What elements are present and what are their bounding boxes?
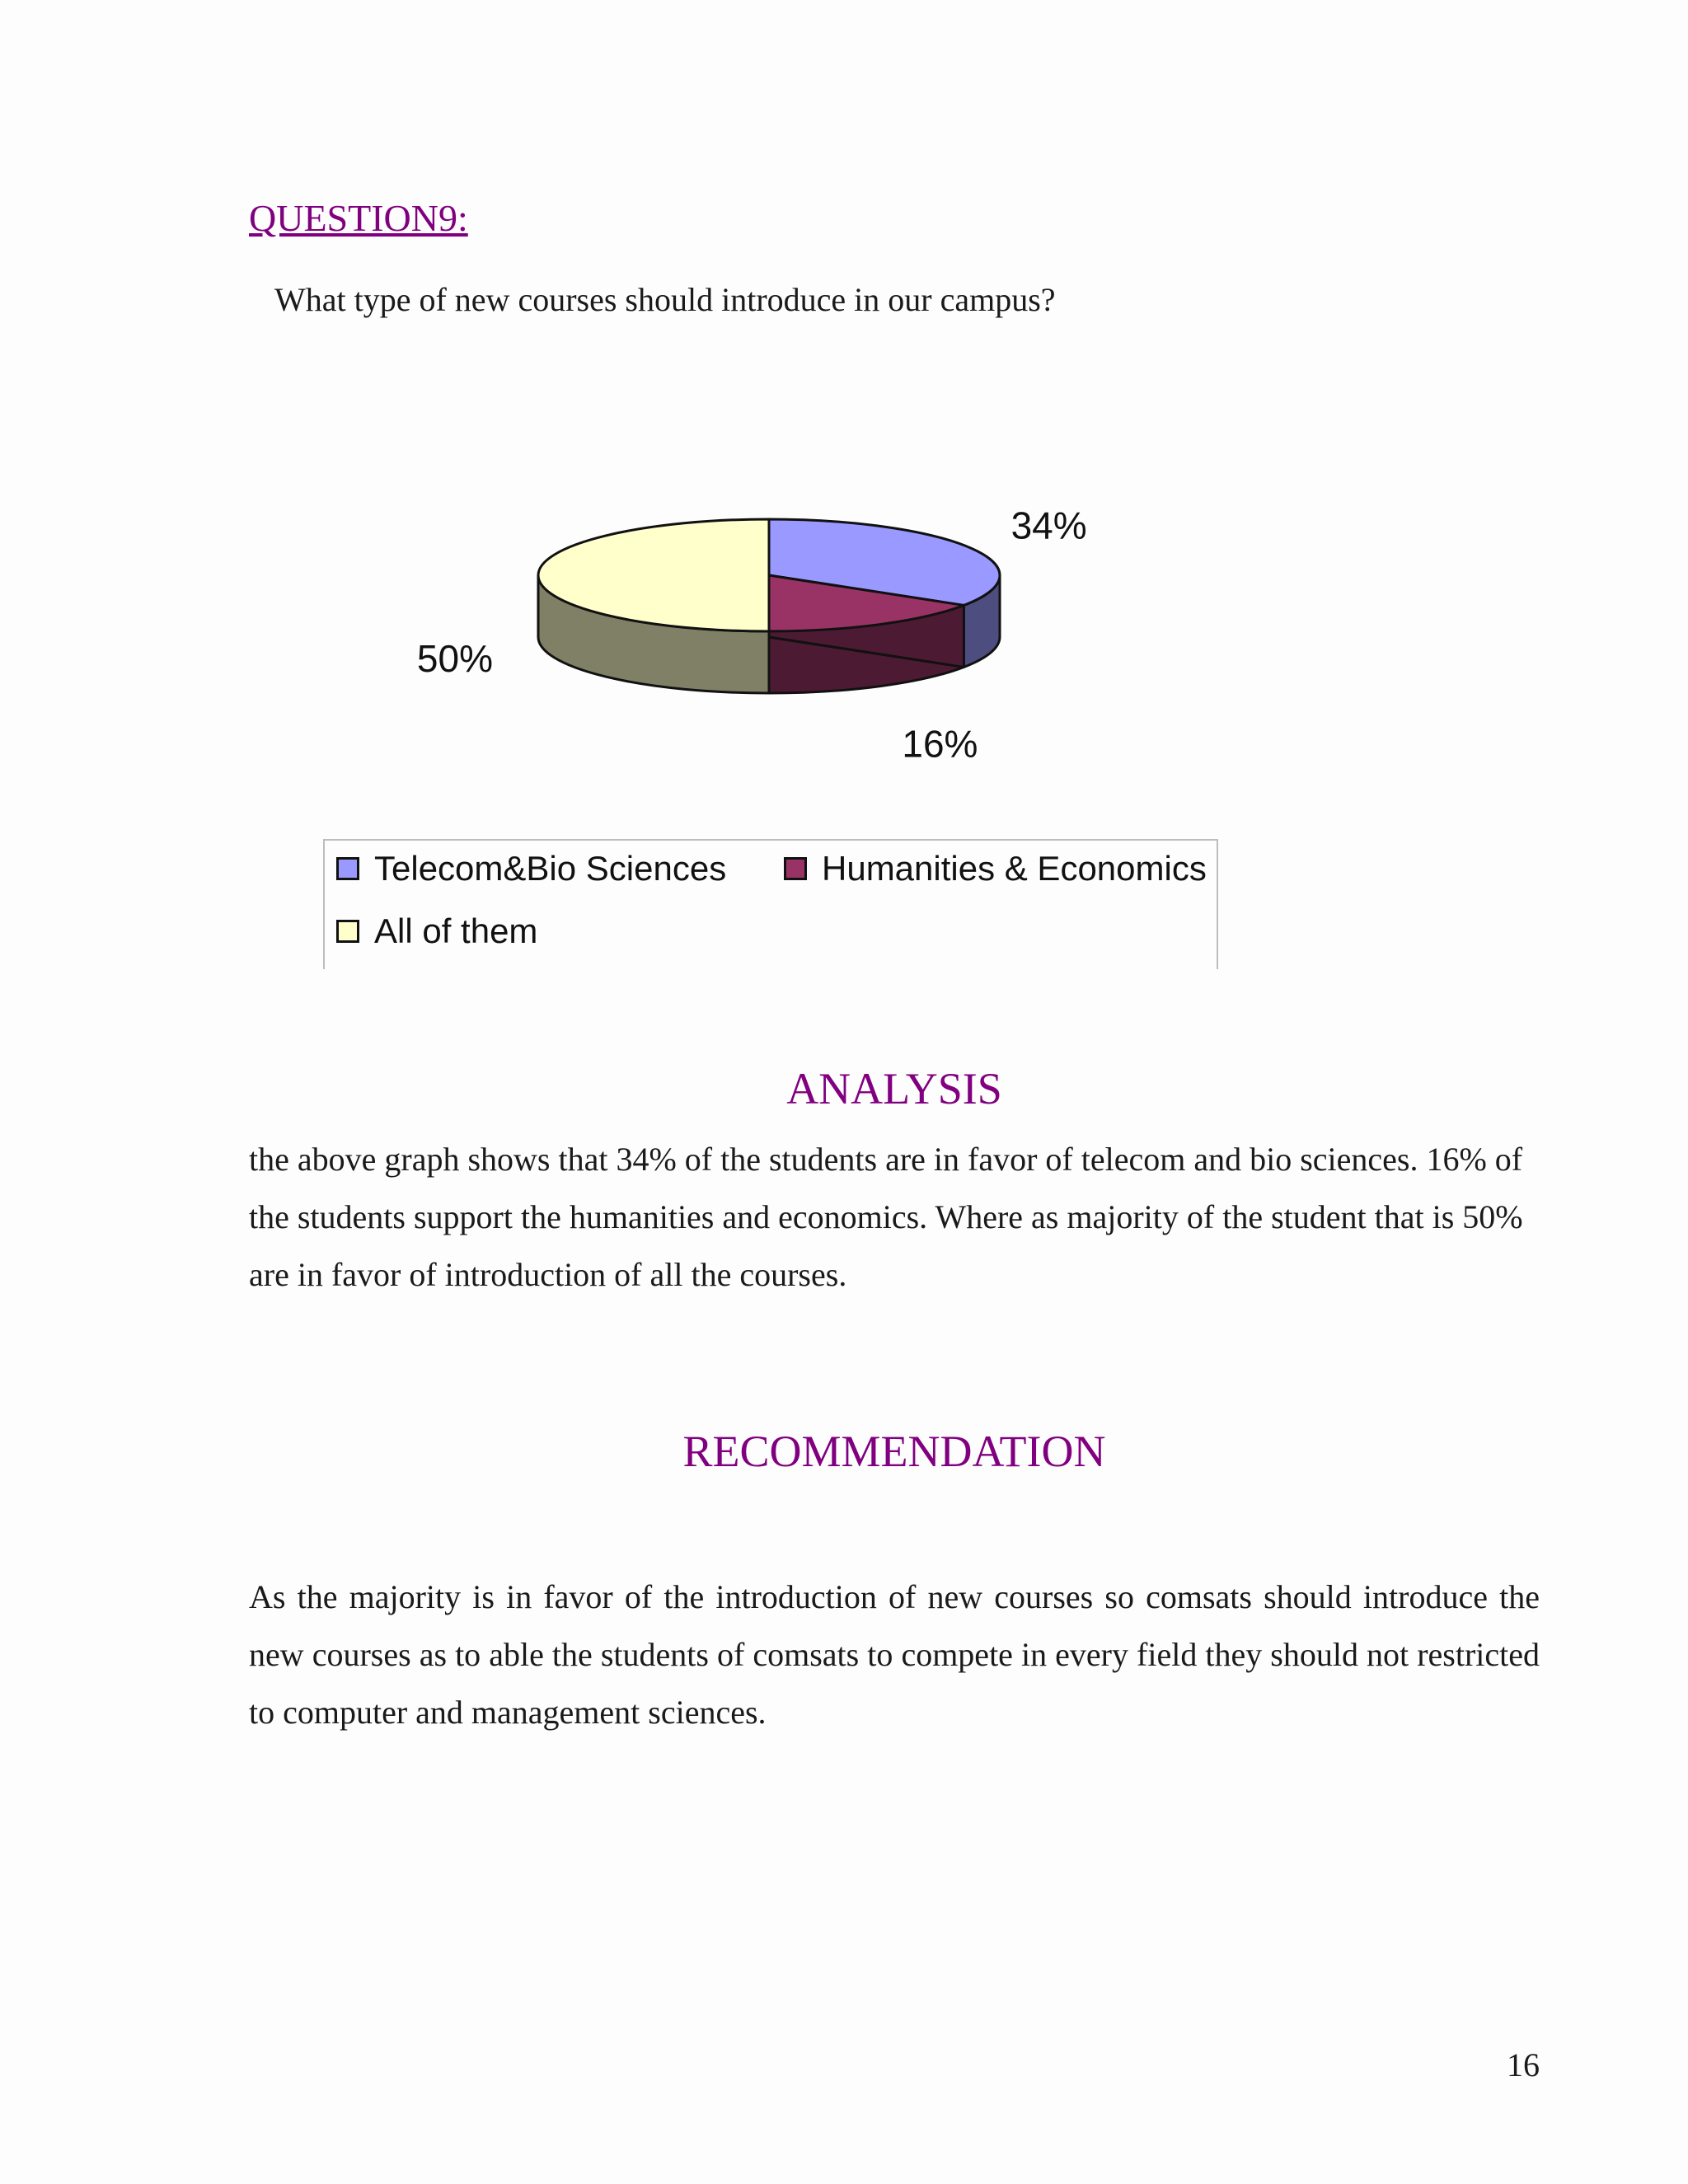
pie-label-all: 50% — [416, 637, 493, 681]
legend-swatch-telecom — [336, 857, 359, 880]
legend-label-telecom: Telecom&Bio Sciences — [374, 849, 727, 888]
legend-item-telecom — [336, 849, 726, 888]
analysis-paragraph: the above graph shows that 34% of the students are in favor of telecom and bio sciences. 16% of the students support the humanities and economics. Where as majority of the student that is 50% are in favor of introduction of all the courses. — [249, 1141, 1523, 1293]
legend-swatch-humanities — [784, 857, 807, 880]
chart-legend — [323, 839, 1218, 969]
legend-label-all: All of them — [374, 912, 538, 950]
legend-item-all — [336, 912, 537, 951]
page-number: 16 — [1507, 2046, 1540, 2083]
pie-chart — [0, 0, 1688, 824]
legend-item-humanities — [784, 849, 1207, 888]
question-title: QUESTION9: — [249, 197, 468, 239]
recommendation-heading: RECOMMENDATION — [682, 1427, 1106, 1476]
legend-label-humanities: Humanities & Economics — [822, 849, 1207, 888]
legend-swatch-all — [336, 920, 359, 943]
recommendation-paragraph: As the majority is in favor of the introduction of new courses so comsats should introduce the new courses as to able the students of comsats to compete in every field they should not restricted to computer and management sciences. — [249, 1578, 1540, 1731]
pie-label-humanities: 16% — [902, 722, 978, 766]
analysis-heading: ANALYSIS — [786, 1064, 1002, 1113]
pie-label-telecom: 34% — [1010, 504, 1087, 547]
question-text: What type of new courses should introduce in our campus? — [274, 281, 1056, 318]
